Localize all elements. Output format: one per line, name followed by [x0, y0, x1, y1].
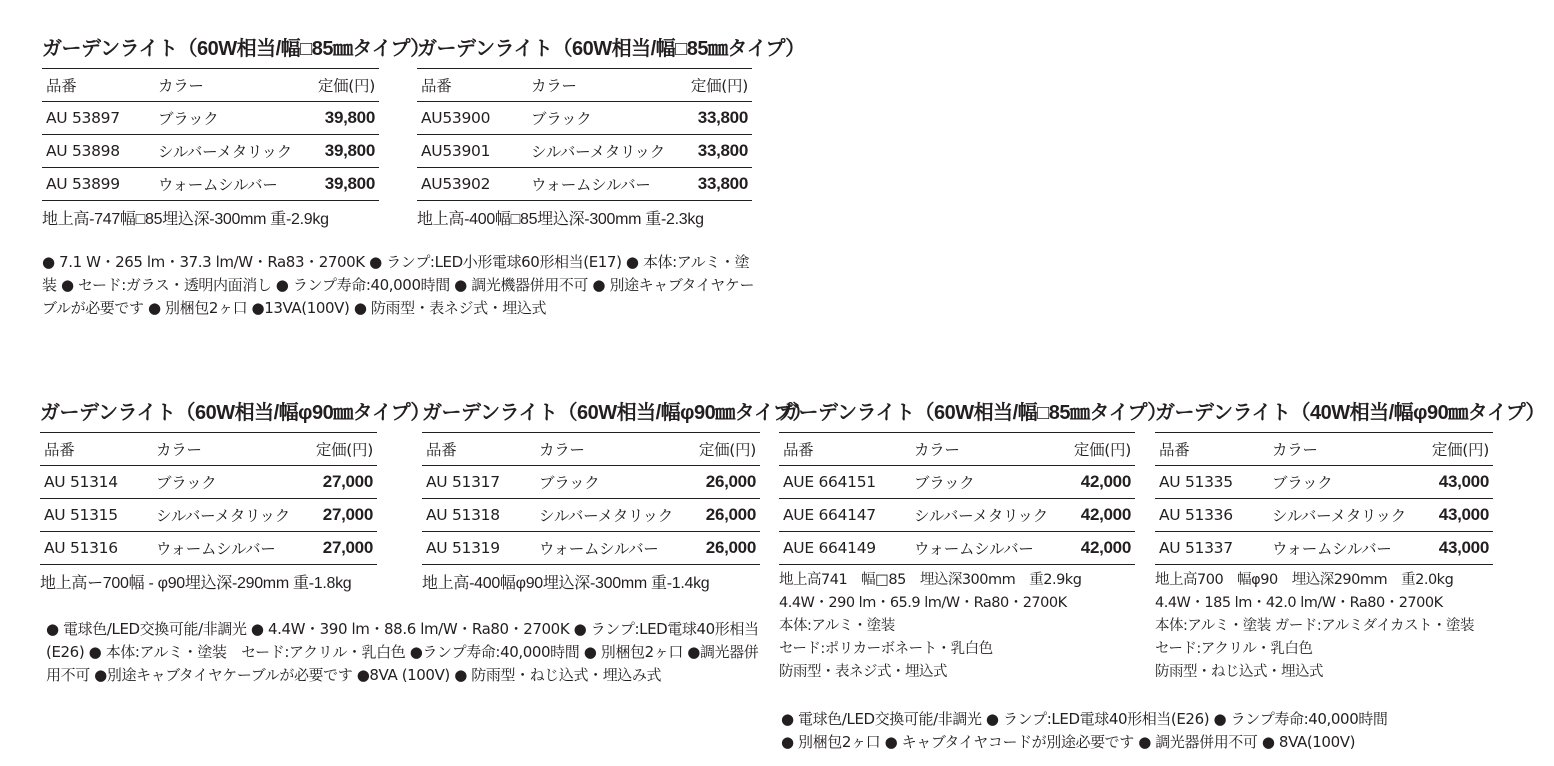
product-price: 27,000 [297, 499, 377, 532]
table-row [422, 466, 760, 499]
product-color: ブラック [527, 102, 672, 135]
product-code: AU 51317 [422, 466, 535, 499]
product-price: 43,000 [1413, 532, 1493, 565]
product-color: ウォームシルバー [527, 168, 672, 201]
spec-type: 防雨型・ねじ込式・埋込式 [1155, 664, 1323, 680]
table-header-row [417, 69, 752, 102]
product-color: シルバーメタリック [527, 135, 672, 168]
product-code: AUE 664147 [779, 499, 910, 532]
header-color: カラー [152, 433, 297, 466]
spec-type: 防雨型・表ネジ式・埋込式 [779, 664, 947, 680]
product-title: ガーデンライト（60W相当/幅□85㎜タイプ） [417, 38, 805, 60]
header-price: 定価(円) [1413, 433, 1493, 466]
product-price: 39,800 [299, 102, 379, 135]
product-code: AU53900 [417, 102, 527, 135]
header-price: 定価(円) [299, 69, 379, 102]
product-price: 26,000 [680, 466, 760, 499]
product-block [417, 34, 805, 229]
product-title: ガーデンライト（60W相当/幅□85㎜タイプ） [42, 38, 430, 60]
spec-dimensions: 地上高741 幅□85 埋込深300mm 重2.9kg [779, 572, 1082, 588]
product-block [40, 398, 430, 593]
price-table [42, 68, 379, 201]
table-row [42, 102, 379, 135]
product-code: AU 51335 [1155, 466, 1268, 499]
table-row [40, 466, 377, 499]
table-header-row [1155, 433, 1493, 466]
product-price: 33,800 [672, 102, 752, 135]
product-dimensions: 地上高-400幅φ90埋込深-300mm 重-1.4kg [422, 575, 710, 592]
product-color: ウォームシルバー [1268, 532, 1413, 565]
product-code: AU53901 [417, 135, 527, 168]
header-color: カラー [535, 433, 680, 466]
header-color: カラー [154, 69, 299, 102]
product-color: シルバーメタリック [1268, 499, 1413, 532]
product-block [422, 398, 812, 593]
product-color: ブラック [152, 466, 297, 499]
product-code: AU 51314 [40, 466, 152, 499]
product-color: ブラック [1268, 466, 1413, 499]
spec-electrical: 4.4W・290 lm・65.9 lm/W・Ra80・2700K [779, 595, 1067, 611]
product-color: ウォームシルバー [535, 532, 680, 565]
product-specs [779, 569, 1167, 684]
product-color: ウォームシルバー [152, 532, 297, 565]
table-row [1155, 499, 1493, 532]
header-price: 定価(円) [297, 433, 377, 466]
product-price: 27,000 [297, 532, 377, 565]
spec-body: 本体:アルミ・塗装 [779, 618, 895, 634]
product-code: AU 51337 [1155, 532, 1268, 565]
table-row [417, 135, 752, 168]
product-price: 42,000 [1055, 466, 1135, 499]
price-table [1155, 432, 1493, 565]
header-price: 定価(円) [680, 433, 760, 466]
spec-electrical: 4.4W・185 lm・42.0 lm/W・Ra80・2700K [1155, 595, 1443, 611]
product-price: 43,000 [1413, 499, 1493, 532]
product-code: AU 53899 [42, 168, 154, 201]
product-code: AU 51315 [40, 499, 152, 532]
product-color: シルバーメタリック [535, 499, 680, 532]
product-dimensions: 地上高-747幅□85埋込深-300mm 重-2.9kg [42, 211, 329, 228]
product-color: シルバーメタリック [910, 499, 1055, 532]
price-table [422, 432, 760, 565]
product-title: ガーデンライト（60W相当/幅φ90㎜タイプ） [422, 402, 812, 424]
table-header-row [42, 69, 379, 102]
table-header-row [422, 433, 760, 466]
header-color: カラー [1268, 433, 1413, 466]
table-row [1155, 466, 1493, 499]
table-row [779, 466, 1135, 499]
table-row [1155, 532, 1493, 565]
product-block [1155, 398, 1545, 684]
product-code: AU 51318 [422, 499, 535, 532]
product-dimensions: 地上高ー700幅 - φ90埋込深-290mm 重-1.8kg [40, 575, 352, 592]
spec-notes [781, 708, 1521, 754]
spec-body: 本体:アルミ・塗装 ガード:アルミダイカスト・塗装 [1155, 618, 1474, 634]
product-color: シルバーメタリック [152, 499, 297, 532]
product-code: AU 53898 [42, 135, 154, 168]
header-code: 品番 [40, 433, 152, 466]
table-row [417, 102, 752, 135]
product-price: 39,800 [299, 135, 379, 168]
product-color: ブラック [535, 466, 680, 499]
product-color: ウォームシルバー [154, 168, 299, 201]
header-price: 定価(円) [672, 69, 752, 102]
product-price: 42,000 [1055, 499, 1135, 532]
product-price: 42,000 [1055, 532, 1135, 565]
product-code: AUE 664151 [779, 466, 910, 499]
product-color: シルバーメタリック [154, 135, 299, 168]
product-code: AU 53897 [42, 102, 154, 135]
product-block [42, 34, 430, 229]
product-color: ブラック [910, 466, 1055, 499]
spec-notes-line: ● 別梱包2ヶ口 ● キャブタイヤコードが別途必要です ● 調光器併用不可 ● 8VA(100V) [781, 733, 1356, 751]
product-price: 26,000 [680, 532, 760, 565]
product-color: ウォームシルバー [910, 532, 1055, 565]
product-color: ブラック [154, 102, 299, 135]
product-price: 27,000 [297, 466, 377, 499]
table-row [422, 499, 760, 532]
product-code: AU53902 [417, 168, 527, 201]
product-title: ガーデンライト（40W相当/幅φ90㎜タイプ） [1155, 402, 1545, 424]
table-row [779, 532, 1135, 565]
spec-notes: ● 7.1 W・265 lm・37.3 lm/W・Ra83・2700K ● ランプ:LED小形電球60形相当(E17) ● 本体:アルミ・塗装 ● セード:ガラス・透明内面消し ● ランプ寿命:40,000時間 ● 調光機器併用不可 ● 別途キャブタイヤケーブルが必要です ● 別梱包2ヶ口 ●13VA(100V) ● 防雨型・表ネジ式・埋込式 [42, 253, 755, 317]
product-price: 26,000 [680, 499, 760, 532]
product-price: 33,800 [672, 168, 752, 201]
product-price: 33,800 [672, 135, 752, 168]
spec-dimensions: 地上高700 幅φ90 埋込深290mm 重2.0kg [1155, 572, 1454, 588]
table-row [417, 168, 752, 201]
table-row [779, 499, 1135, 532]
product-title: ガーデンライト（60W相当/幅φ90㎜タイプ） [40, 402, 430, 424]
product-price: 43,000 [1413, 466, 1493, 499]
header-code: 品番 [417, 69, 527, 102]
table-header-row [40, 433, 377, 466]
product-block [779, 398, 1167, 684]
header-code: 品番 [779, 433, 910, 466]
product-code: AU 51316 [40, 532, 152, 565]
product-code: AU 51336 [1155, 499, 1268, 532]
table-row [40, 499, 377, 532]
product-title: ガーデンライト（60W相当/幅□85㎜タイプ） [779, 402, 1167, 424]
header-color: カラー [910, 433, 1055, 466]
price-table [40, 432, 377, 565]
spec-notes-line: ● 電球色/LED交換可能/非調光 ● ランプ:LED電球40形相当(E26) ● ランプ寿命:40,000時間 [781, 710, 1388, 728]
price-table [417, 68, 752, 201]
table-row [42, 135, 379, 168]
spec-shade: セード:アクリル・乳白色 [1155, 641, 1313, 657]
table-row [42, 168, 379, 201]
header-price: 定価(円) [1055, 433, 1135, 466]
header-color: カラー [527, 69, 672, 102]
price-table [779, 432, 1135, 565]
spec-shade: セード:ポリカーボネート・乳白色 [779, 641, 993, 657]
product-code: AUE 664149 [779, 532, 910, 565]
product-code: AU 51319 [422, 532, 535, 565]
product-dimensions: 地上高-400幅□85埋込深-300mm 重-2.3kg [417, 211, 704, 228]
product-price: 39,800 [299, 168, 379, 201]
header-code: 品番 [422, 433, 535, 466]
spec-notes: ● 電球色/LED交換可能/非調光 ● 4.4W・390 lm・88.6 lm/W・Ra80・2700K ● ランプ:LED電球40形相当 (E26) ● 本体:アルミ・塗装 セード:アクリル・乳白色 ●ランプ寿命:40,000時間 ● 別梱包2ヶ口 ●調光器併用不可 ●別途キャブタイヤケーブルが必要です ●8VA (100V) ● 防雨型・ねじ込式・埋込み式 [46, 620, 759, 684]
header-code: 品番 [42, 69, 154, 102]
table-header-row [779, 433, 1135, 466]
table-row [422, 532, 760, 565]
header-code: 品番 [1155, 433, 1268, 466]
table-row [40, 532, 377, 565]
product-specs [1155, 569, 1545, 684]
